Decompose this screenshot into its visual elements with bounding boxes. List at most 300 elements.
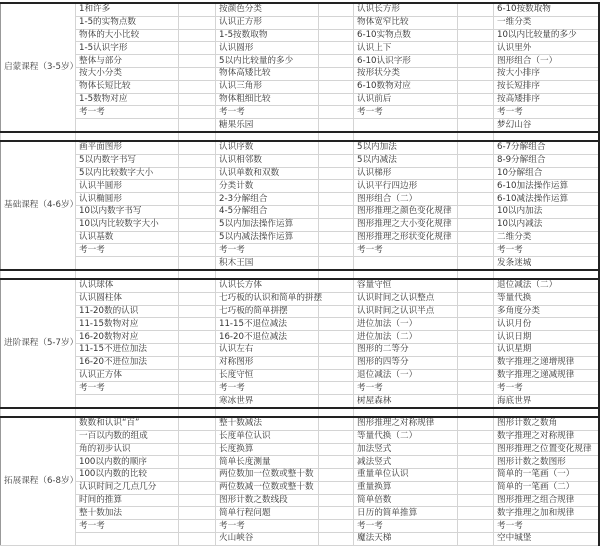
lesson-cell: 考一考 — [216, 244, 319, 257]
empty-cell — [179, 331, 216, 344]
lesson-cell — [76, 257, 179, 270]
lesson-cell: 图形推理之组合规律 — [494, 494, 599, 507]
lesson-cell: 认识椭圆形 — [76, 193, 179, 206]
empty-cell — [458, 356, 494, 369]
empty-cell — [319, 218, 354, 231]
lesson-cell: 数数和认识“百” — [76, 417, 179, 430]
table-row — [1, 80, 599, 93]
table-row — [1, 456, 599, 469]
empty-cell — [458, 257, 494, 270]
empty-cell — [319, 369, 354, 382]
lesson-cell: 认识正方形 — [216, 16, 319, 29]
lesson-cell: 认识长方体 — [216, 279, 319, 292]
empty-cell — [458, 231, 494, 244]
lesson-cell: 认识三角形 — [216, 80, 319, 93]
table-row — [1, 443, 599, 456]
lesson-cell: 10以内加法 — [494, 205, 599, 218]
lesson-cell: 11-15不进位加法 — [76, 343, 179, 356]
lesson-cell: 1-5的实物点数 — [76, 16, 179, 29]
empty-cell — [179, 430, 216, 443]
empty-cell — [319, 430, 354, 443]
lesson-cell: 认识半圆形 — [76, 180, 179, 193]
empty-cell — [458, 520, 494, 533]
lesson-cell: 树屋森林 — [354, 395, 458, 408]
lesson-cell: 重量单位认识 — [354, 469, 458, 482]
empty-cell — [179, 257, 216, 270]
lesson-cell: 考一考 — [494, 520, 599, 533]
lesson-cell: 两位数减一位数或整十数 — [216, 481, 319, 494]
lesson-cell: 角的初步认识 — [76, 443, 179, 456]
empty-cell — [179, 93, 216, 106]
lesson-cell: 6-10减法操作运算 — [494, 193, 599, 206]
table-row — [1, 154, 599, 167]
empty-cell — [458, 533, 494, 546]
table-row — [1, 382, 599, 395]
lesson-cell: 考一考 — [216, 106, 319, 119]
empty-cell — [179, 218, 216, 231]
lesson-cell: 1和许多 — [76, 3, 179, 16]
lesson-cell: 16-20不退位减法 — [216, 331, 319, 344]
lesson-cell: 认识前后 — [354, 93, 458, 106]
lesson-cell: 5以内加法操作运算 — [216, 218, 319, 231]
empty-cell — [458, 42, 494, 55]
lesson-cell: 认识时间之几点几分 — [76, 481, 179, 494]
lesson-cell: 按大小排序 — [494, 67, 599, 80]
lesson-cell: 二维分类 — [494, 231, 599, 244]
section-label: 启蒙课程（3-5岁） — [1, 3, 76, 132]
empty-cell — [179, 292, 216, 305]
empty-cell — [319, 257, 354, 270]
lesson-cell: 6-10加法操作运算 — [494, 180, 599, 193]
table-row — [1, 430, 599, 443]
table-row — [1, 106, 599, 119]
lesson-cell — [76, 395, 179, 408]
empty-cell — [458, 507, 494, 520]
lesson-cell: 认识圆柱体 — [76, 292, 179, 305]
empty-cell — [76, 270, 179, 279]
empty-cell — [319, 270, 354, 279]
lesson-cell: 重量换算 — [354, 481, 458, 494]
lesson-cell: 日历的简单推算 — [354, 507, 458, 520]
empty-cell — [319, 305, 354, 318]
empty-cell — [179, 55, 216, 68]
empty-cell — [179, 141, 216, 154]
empty-cell — [179, 132, 216, 141]
empty-cell — [458, 55, 494, 68]
lesson-cell: 画平面图形 — [76, 141, 179, 154]
lesson-cell: 空中城堡 — [494, 533, 599, 546]
empty-cell — [179, 305, 216, 318]
empty-cell — [458, 279, 494, 292]
empty-cell — [179, 533, 216, 546]
section-separator — [1, 132, 599, 141]
empty-cell — [319, 29, 354, 42]
empty-cell — [179, 318, 216, 331]
table-row — [1, 417, 599, 430]
lesson-cell: 10分解组合 — [494, 167, 599, 180]
table-row — [1, 343, 599, 356]
lesson-cell: 图形组合（二） — [354, 193, 458, 206]
empty-cell — [179, 520, 216, 533]
empty-cell — [458, 382, 494, 395]
empty-cell — [458, 343, 494, 356]
lesson-cell: 对称图形 — [216, 356, 319, 369]
table-row — [1, 369, 599, 382]
lesson-cell: 退位减法（二） — [494, 279, 599, 292]
lesson-cell: 分类计数 — [216, 180, 319, 193]
lesson-cell: 认识日期 — [494, 331, 599, 344]
lesson-cell: 按长短排序 — [494, 80, 599, 93]
lesson-cell: 认识正方体 — [76, 369, 179, 382]
lesson-cell: 11-15数物对应 — [76, 318, 179, 331]
table-row — [1, 3, 599, 16]
empty-cell — [319, 331, 354, 344]
empty-cell — [458, 132, 494, 141]
lesson-cell: 糖果乐园 — [216, 119, 319, 132]
empty-cell — [179, 456, 216, 469]
lesson-cell: 11-20数的认识 — [76, 305, 179, 318]
lesson-cell — [354, 119, 458, 132]
lesson-cell: 认识上下 — [354, 42, 458, 55]
empty-cell — [179, 244, 216, 257]
empty-cell — [179, 154, 216, 167]
empty-cell — [354, 270, 458, 279]
table-row — [1, 42, 599, 55]
empty-cell — [319, 318, 354, 331]
lesson-cell: 一维分类 — [494, 16, 599, 29]
empty-cell — [319, 395, 354, 408]
empty-cell — [458, 331, 494, 344]
empty-cell — [319, 343, 354, 356]
lesson-cell: 进位加法（一） — [354, 318, 458, 331]
empty-cell — [319, 193, 354, 206]
empty-cell — [458, 3, 494, 16]
lesson-cell: 按高矮排序 — [494, 93, 599, 106]
empty-cell — [179, 193, 216, 206]
empty-cell — [179, 167, 216, 180]
lesson-cell: 图形计数之数图形 — [494, 456, 599, 469]
lesson-cell: 考一考 — [354, 106, 458, 119]
lesson-cell: 图形推理之形状变化规律 — [354, 231, 458, 244]
table-row — [1, 244, 599, 257]
empty-cell — [179, 494, 216, 507]
lesson-cell: 整十数加法 — [76, 507, 179, 520]
lesson-cell: 图形计数之数角 — [494, 417, 599, 430]
empty-cell — [458, 180, 494, 193]
empty-cell — [458, 67, 494, 80]
empty-cell — [216, 408, 319, 417]
lesson-cell: 100以内数的顺序 — [76, 456, 179, 469]
section-label: 进阶课程（5-7岁） — [1, 279, 76, 408]
empty-cell — [458, 106, 494, 119]
empty-cell — [319, 55, 354, 68]
table-row — [1, 279, 599, 292]
table-row — [1, 507, 599, 520]
empty-cell — [319, 132, 354, 141]
table-row — [1, 141, 599, 154]
lesson-cell: 认识单数和双数 — [216, 167, 319, 180]
lesson-cell: 发条迷城 — [494, 257, 599, 270]
section-separator — [1, 270, 599, 279]
empty-cell — [319, 93, 354, 106]
lesson-cell: 1-5按数取物 — [216, 29, 319, 42]
lesson-cell: 时间的推算 — [76, 494, 179, 507]
lesson-cell: 一百以内数的组成 — [76, 430, 179, 443]
lesson-cell: 考一考 — [354, 520, 458, 533]
lesson-cell: 5以内加法 — [354, 141, 458, 154]
lesson-cell: 考一考 — [216, 520, 319, 533]
table-row — [1, 218, 599, 231]
table-row — [1, 318, 599, 331]
empty-cell — [458, 305, 494, 318]
empty-cell — [179, 231, 216, 244]
lesson-cell: 积木王国 — [216, 257, 319, 270]
lesson-cell: 认识时间之认识整点 — [354, 292, 458, 305]
lesson-cell: 图形推理之位置变化规律 — [494, 443, 599, 456]
lesson-cell: 七巧板的认识和简单的拼摆 — [216, 292, 319, 305]
table-row — [1, 305, 599, 318]
empty-cell — [179, 481, 216, 494]
lesson-cell: 认识月份 — [494, 318, 599, 331]
table-row — [1, 257, 599, 270]
empty-cell — [319, 180, 354, 193]
empty-cell — [319, 417, 354, 430]
lesson-cell: 5以内比较数字大小 — [76, 167, 179, 180]
lesson-cell: 考一考 — [76, 244, 179, 257]
empty-cell — [216, 132, 319, 141]
lesson-cell: 考一考 — [216, 382, 319, 395]
empty-cell — [179, 356, 216, 369]
empty-cell — [319, 520, 354, 533]
empty-cell — [458, 141, 494, 154]
table-row — [1, 55, 599, 68]
section-label: 拓展课程（6-8岁） — [1, 417, 76, 545]
section-label: 基础课程（4-6岁） — [1, 141, 76, 270]
table-row — [1, 533, 599, 546]
lesson-cell: 16-20数物对应 — [76, 331, 179, 344]
table-row — [1, 119, 599, 132]
table-row — [1, 356, 599, 369]
lesson-cell: 认识里外 — [494, 42, 599, 55]
empty-cell — [354, 408, 458, 417]
table-row — [1, 180, 599, 193]
lesson-cell: 10以内数字书写 — [76, 205, 179, 218]
lesson-cell: 16-20不进位加法 — [76, 356, 179, 369]
lesson-cell: 5以内比较量的多少 — [216, 55, 319, 68]
lesson-cell: 4-5分解组合 — [216, 205, 319, 218]
empty-cell — [458, 205, 494, 218]
lesson-cell: 1-5数物对应 — [76, 93, 179, 106]
lesson-cell: 长度守恒 — [216, 369, 319, 382]
lesson-cell: 1-5认识字形 — [76, 42, 179, 55]
empty-cell — [1, 270, 76, 279]
lesson-cell: 图形推理之大小变化规律 — [354, 218, 458, 231]
empty-cell — [458, 318, 494, 331]
empty-cell — [179, 205, 216, 218]
lesson-cell: 按颜色分类 — [216, 3, 319, 16]
empty-cell — [179, 16, 216, 29]
empty-cell — [319, 16, 354, 29]
empty-cell — [179, 29, 216, 42]
lesson-cell: 5以内减法 — [354, 154, 458, 167]
empty-cell — [179, 382, 216, 395]
lesson-cell: 两位数加一位数或整十数 — [216, 469, 319, 482]
empty-cell — [319, 443, 354, 456]
empty-cell — [458, 193, 494, 206]
lesson-cell: 认识时间之认识半点 — [354, 305, 458, 318]
lesson-cell: 认识相邻数 — [216, 154, 319, 167]
empty-cell — [76, 408, 179, 417]
lesson-cell — [76, 533, 179, 546]
lesson-cell: 图形计数之数线段 — [216, 494, 319, 507]
lesson-cell: 5以内减法操作运算 — [216, 231, 319, 244]
lesson-cell: 考一考 — [354, 244, 458, 257]
empty-cell — [179, 408, 216, 417]
empty-cell — [319, 481, 354, 494]
table-row — [1, 29, 599, 42]
empty-cell — [319, 456, 354, 469]
empty-cell — [458, 494, 494, 507]
empty-cell — [458, 417, 494, 430]
lesson-cell: 考一考 — [76, 106, 179, 119]
lesson-cell: 图形的四等分 — [354, 356, 458, 369]
lesson-cell: 考一考 — [76, 520, 179, 533]
lesson-cell: 物体的大小比较 — [76, 29, 179, 42]
empty-cell — [179, 119, 216, 132]
empty-cell — [354, 132, 458, 141]
empty-cell — [458, 154, 494, 167]
lesson-cell — [76, 119, 179, 132]
table-row — [1, 16, 599, 29]
empty-cell — [179, 80, 216, 93]
empty-cell — [319, 279, 354, 292]
lesson-cell: 数字推理之递增规律 — [494, 356, 599, 369]
empty-cell — [319, 106, 354, 119]
table-row — [1, 93, 599, 106]
lesson-cell: 整体与部分 — [76, 55, 179, 68]
empty-cell — [179, 42, 216, 55]
lesson-cell: 6-10数物对应 — [354, 80, 458, 93]
empty-cell — [179, 343, 216, 356]
empty-cell — [494, 408, 599, 417]
empty-cell — [319, 356, 354, 369]
lesson-cell: 6-7分解组合 — [494, 141, 599, 154]
lesson-cell: 100以内数的比较 — [76, 469, 179, 482]
empty-cell — [458, 369, 494, 382]
empty-cell — [319, 469, 354, 482]
table-row — [1, 469, 599, 482]
lesson-cell: 简单行程问题 — [216, 507, 319, 520]
lesson-cell: 图形推理之对称规律 — [354, 417, 458, 430]
empty-cell — [458, 29, 494, 42]
lesson-cell: 等量代换（二） — [354, 430, 458, 443]
lesson-cell: 考一考 — [76, 382, 179, 395]
lesson-cell: 认识序数 — [216, 141, 319, 154]
lesson-cell: 考一考 — [494, 106, 599, 119]
empty-cell — [1, 132, 76, 141]
empty-cell — [458, 93, 494, 106]
lesson-cell: 5以内数字书写 — [76, 154, 179, 167]
empty-cell — [458, 167, 494, 180]
empty-cell — [179, 369, 216, 382]
table-row — [1, 331, 599, 344]
empty-cell — [458, 292, 494, 305]
lesson-cell: 物体长短比较 — [76, 80, 179, 93]
table-row — [1, 292, 599, 305]
empty-cell — [319, 244, 354, 257]
empty-cell — [458, 218, 494, 231]
lesson-cell: 减法竖式 — [354, 456, 458, 469]
empty-cell — [319, 205, 354, 218]
empty-cell — [458, 408, 494, 417]
lesson-cell: 6-10实物点数 — [354, 29, 458, 42]
empty-cell — [319, 408, 354, 417]
table-row — [1, 205, 599, 218]
table-row — [1, 67, 599, 80]
lesson-cell: 加法竖式 — [354, 443, 458, 456]
empty-cell — [179, 3, 216, 16]
lesson-cell: 长度换算 — [216, 443, 319, 456]
empty-cell — [76, 132, 179, 141]
lesson-cell: 认识星期 — [494, 343, 599, 356]
lesson-cell: 认识球体 — [76, 279, 179, 292]
empty-cell — [179, 469, 216, 482]
empty-cell — [179, 279, 216, 292]
lesson-cell: 简单倍数 — [354, 494, 458, 507]
table-row — [1, 520, 599, 533]
lesson-cell: 简单长度测量 — [216, 456, 319, 469]
empty-cell — [179, 270, 216, 279]
lesson-cell: 魔法天梯 — [354, 533, 458, 546]
empty-cell — [1, 408, 76, 417]
empty-cell — [458, 469, 494, 482]
empty-cell — [179, 395, 216, 408]
empty-cell — [216, 270, 319, 279]
empty-cell — [494, 270, 599, 279]
lesson-cell: 图形推理之颜色变化规律 — [354, 205, 458, 218]
lesson-cell: 2-3分解组合 — [216, 193, 319, 206]
curriculum-table-container — [0, 2, 598, 546]
lesson-cell: 认识基数 — [76, 231, 179, 244]
empty-cell — [179, 106, 216, 119]
lesson-cell: 寒冰世界 — [216, 395, 319, 408]
lesson-cell: 考一考 — [494, 382, 599, 395]
lesson-cell: 简单的一笔画（一） — [494, 469, 599, 482]
lesson-cell: 容量守恒 — [354, 279, 458, 292]
lesson-cell: 进位加法（二） — [354, 331, 458, 344]
lesson-cell: 等量代换 — [494, 292, 599, 305]
empty-cell — [458, 443, 494, 456]
lesson-cell: 七巧板的简单拼摆 — [216, 305, 319, 318]
empty-cell — [319, 494, 354, 507]
empty-cell — [319, 167, 354, 180]
empty-cell — [319, 533, 354, 546]
lesson-cell: 8-9分解组合 — [494, 154, 599, 167]
lesson-cell: 认识圆形 — [216, 42, 319, 55]
empty-cell — [319, 292, 354, 305]
empty-cell — [458, 80, 494, 93]
lesson-cell: 图形组合（一） — [494, 55, 599, 68]
lesson-cell: 海底世界 — [494, 395, 599, 408]
lesson-cell: 梦幻山谷 — [494, 119, 599, 132]
empty-cell — [458, 16, 494, 29]
lesson-cell: 按大小分类 — [76, 67, 179, 80]
lesson-cell: 10以内比较量的多少 — [494, 29, 599, 42]
empty-cell — [319, 67, 354, 80]
lesson-cell: 简单的一笔画（二） — [494, 481, 599, 494]
empty-cell — [319, 231, 354, 244]
lesson-cell: 认识左右 — [216, 343, 319, 356]
